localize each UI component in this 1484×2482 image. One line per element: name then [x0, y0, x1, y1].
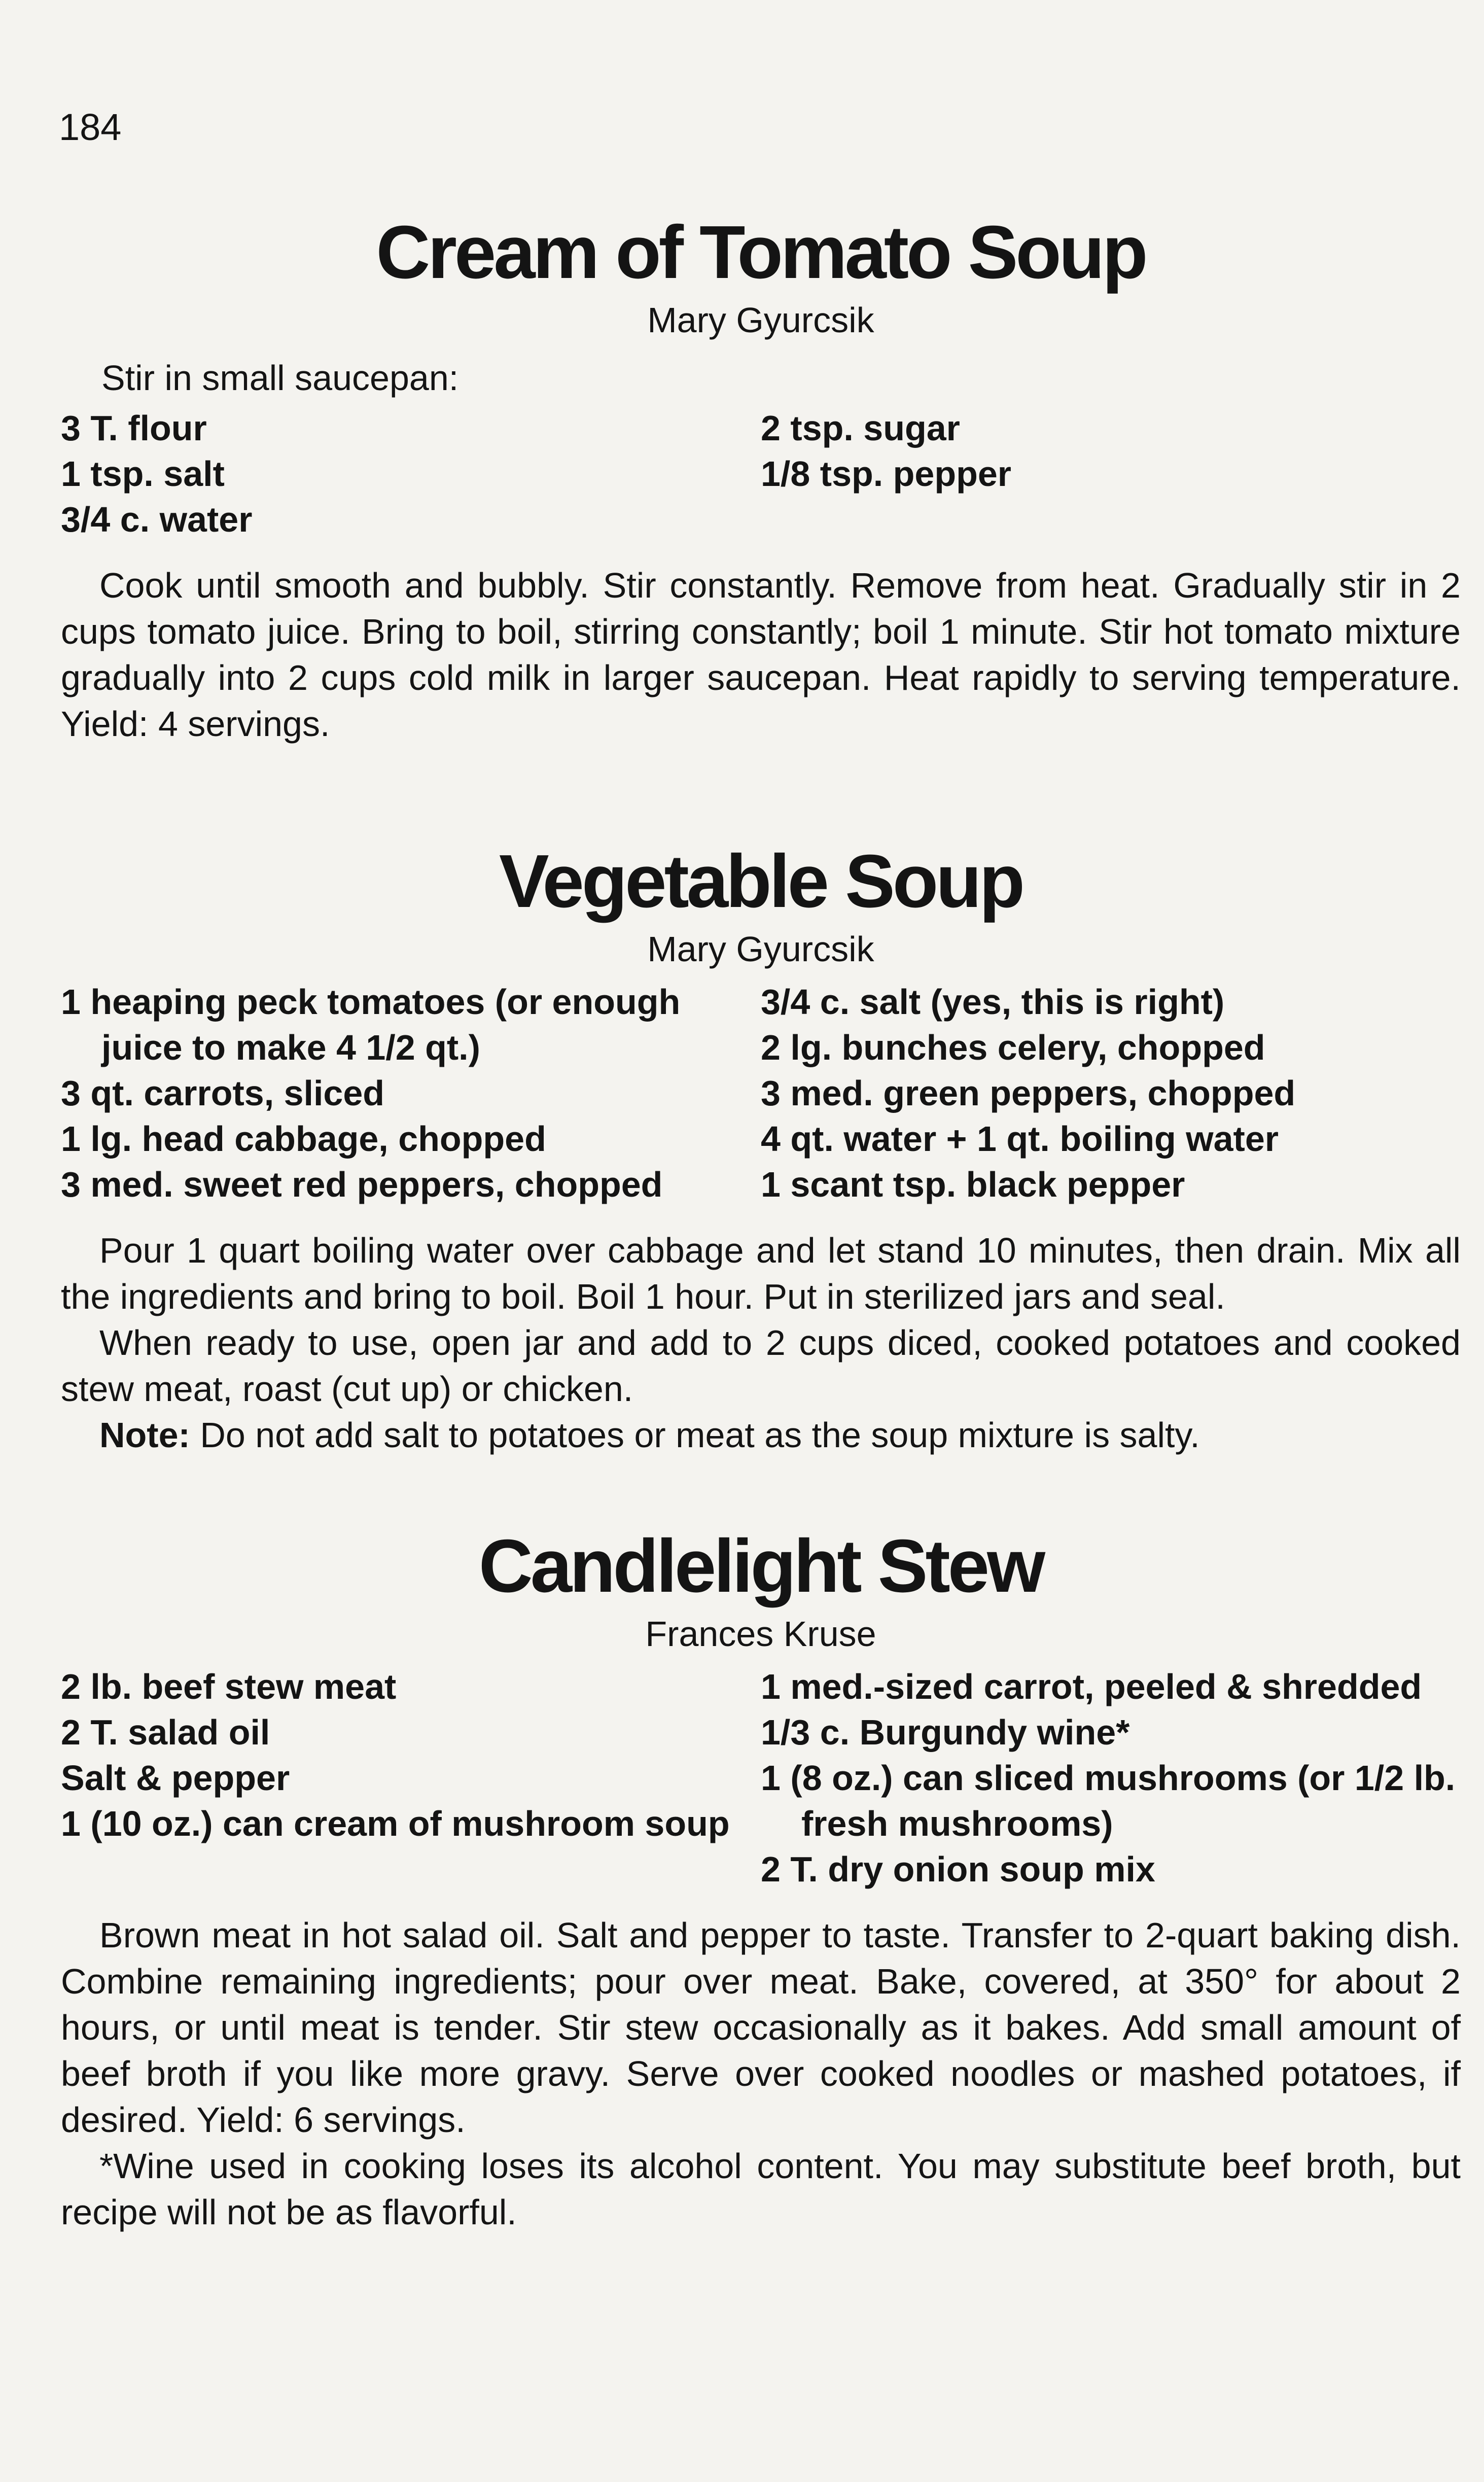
recipe-author: Mary Gyurcsik — [647, 929, 874, 969]
ingredient-list — [61, 405, 1461, 542]
recipe-title: Cream of Tomato Soup — [376, 211, 1146, 294]
recipe-directions — [61, 1912, 1461, 2235]
ingredient: 1 tsp. salt — [61, 454, 225, 494]
recipe-author: Mary Gyurcsik — [647, 300, 874, 340]
ingredient-list — [61, 979, 1461, 1207]
ingredient-list — [61, 1664, 1461, 1892]
ingredient: 1 (8 oz.) can sliced mushrooms (or 1/2 lb. fresh mushrooms) — [761, 1758, 1456, 1844]
ingredient-column-right — [761, 979, 1461, 1207]
recipe-note — [61, 1412, 1461, 1458]
ingredient: 1/8 tsp. pepper — [761, 454, 1012, 494]
ingredient: 1 heaping peck tomatoes (or enough juice to make 4 1/2 qt.) — [61, 982, 681, 1068]
recipe-candlelight-stew — [61, 1524, 1461, 2235]
note-label: Note: — [99, 1415, 190, 1455]
direction-paragraph: Pour 1 quart boiling water over cabbage and let stand 10 minutes, then drain. Mix all the ingredients and bring to boil. Boil 1 hour. Put in sterilized jars and seal. — [61, 1231, 1461, 1317]
ingredient: 1 scant tsp. black pepper — [761, 1165, 1185, 1205]
recipe-footnote: *Wine used in cooking loses its alcohol content. You may substitute beef broth, but recipe will not be as flavorful. — [61, 2146, 1461, 2232]
ingredient: 3 T. flour — [61, 408, 207, 448]
ingredient: 3 med. green peppers, chopped — [761, 1073, 1296, 1113]
recipe-directions — [61, 1228, 1461, 1458]
recipe-author: Frances Kruse — [645, 1614, 876, 1654]
ingredient: 1 lg. head cabbage, chopped — [61, 1119, 546, 1159]
ingredient-column-left — [61, 1664, 761, 1892]
direction-paragraph: When ready to use, open jar and add to 2 cups diced, cooked potatoes and cooked stew meat, roast (cut up) or chicken. — [61, 1323, 1461, 1409]
ingredient: 2 lg. bunches celery, chopped — [761, 1028, 1265, 1068]
ingredient: 2 tsp. sugar — [761, 408, 960, 448]
direction-paragraph: Cook until smooth and bubbly. Stir constantly. Remove from heat. Gradually stir in 2 cups tomato juice. Bring to boil, stirring constantly; boil 1 minute. Stir hot tomato mixture gradually into 2 cups cold milk in larger saucepan. Heat rapidly to serving temperature. Yield: 4 servings. — [61, 566, 1461, 744]
ingredient: 3/4 c. salt (yes, this is right) — [761, 982, 1225, 1022]
ingredient: 1 med.-sized carrot, peeled & shredded — [761, 1667, 1422, 1707]
ingredient: 1 (10 oz.) can cream of mushroom soup — [61, 1804, 730, 1844]
ingredient: 2 T. dry onion soup mix — [761, 1849, 1155, 1890]
ingredient-column-left — [61, 405, 761, 542]
recipe-intro: Stir in small saucepan: — [101, 358, 459, 398]
ingredient: 2 T. salad oil — [61, 1712, 270, 1753]
ingredient: 3 med. sweet red peppers, chopped — [61, 1165, 663, 1205]
ingredient: 1/3 c. Burgundy wine* — [761, 1712, 1130, 1753]
ingredient-column-right — [761, 1664, 1461, 1892]
direction-paragraph: Brown meat in hot salad oil. Salt and pepper to taste. Transfer to 2-quart baking dish. Combine remaining ingredients; pour over meat. Bake, covered, at 350° for about 2 hours, or until meat is tender. Stir stew occasionally as it bakes. Add small amount of beef broth if you like more gravy. Serve over cooked noodles or mashed potatoes, if desired. Yield: 6 servings. — [61, 1915, 1461, 2140]
recipe-directions — [61, 563, 1461, 747]
recipe-vegetable-soup — [61, 842, 1461, 1458]
ingredient: 2 lb. beef stew meat — [61, 1667, 397, 1707]
ingredient: 4 qt. water + 1 qt. boiling water — [761, 1119, 1279, 1159]
ingredient: 3/4 c. water — [61, 500, 253, 540]
ingredient-column-left — [61, 979, 761, 1207]
recipe-title: Vegetable Soup — [499, 840, 1023, 923]
recipe-cream-of-tomato-soup — [61, 213, 1461, 747]
recipe-title: Candlelight Stew — [478, 1524, 1043, 1608]
page-number: 184 — [59, 106, 122, 148]
note-text: Do not add salt to potatoes or meat as the soup mixture is salty. — [190, 1415, 1200, 1455]
ingredient: 3 qt. carrots, sliced — [61, 1073, 385, 1113]
ingredient-column-right — [761, 405, 1461, 542]
ingredient: Salt & pepper — [61, 1758, 290, 1798]
